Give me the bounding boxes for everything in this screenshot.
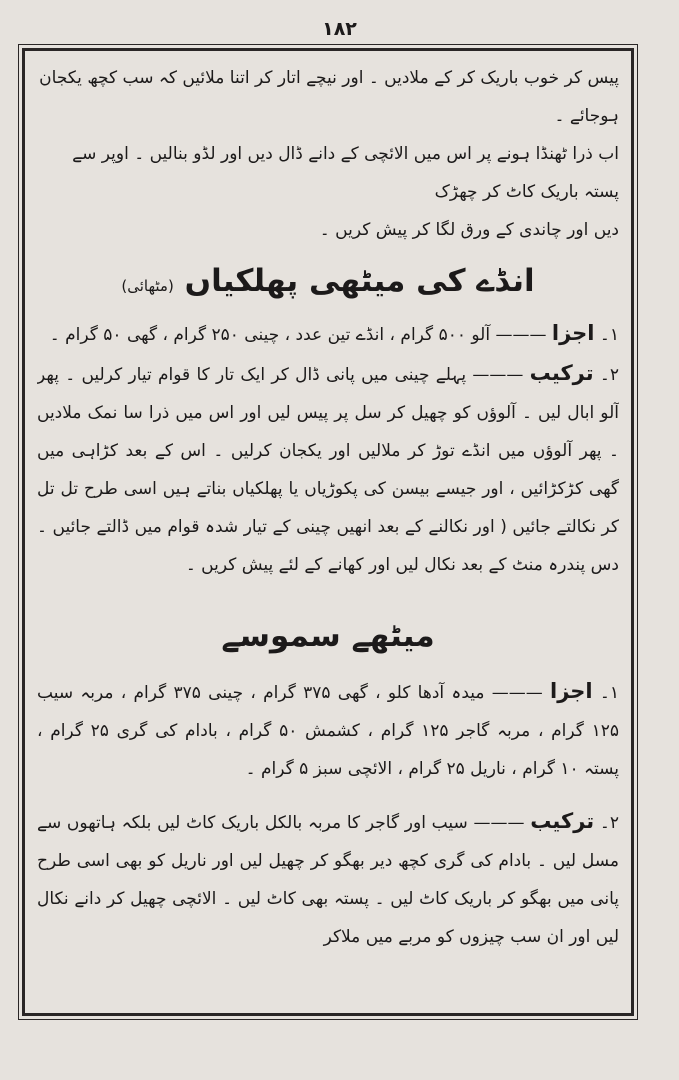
recipe-2-method-number: ۲۔ [599, 813, 619, 833]
recipe-1-heading [37, 253, 619, 314]
dash-separator: ——— [472, 365, 524, 385]
recipe-1-method-label: ترکیب [529, 361, 594, 385]
recipe-1-subtitle: (مٹھائی) [121, 277, 174, 295]
page-number: ۱۸۲ [322, 18, 357, 40]
recipe-2-method-label: ترکیب [530, 809, 595, 833]
recipe-2-ingredients [37, 672, 619, 788]
recipe-1-title: انڈے کی میٹھی پھلکیاں [184, 263, 535, 299]
recipe-2-heading [37, 608, 619, 664]
recipe-1-method-number: ۲۔ [599, 365, 619, 385]
recipe-2-title: میٹھے سموسے [221, 618, 435, 654]
recipe-1-ingredients [37, 314, 619, 354]
recipe-2-ingredients-text: میدہ آدھا کلو ، گھی ۳۷۵ گرام ، چینی ۳۷۵ گرام ، مربہ سیب ۱۲۵ گرام ، مربہ گاجر ۱۲۵ گرام ، کشمش ۵۰ گرام ، بادام کی گری ۲۵ گرام ، پستہ ۱۰ گرام ، ناریل ۲۵ گرام ، الائچی سبز ۵ گرام ۔ [37, 683, 619, 779]
intro-line-1: پیس کر خوب باریک کر کے ملادیں ۔ اور نیچے اتار کر اتنا ملائیں کہ سب کچھ یکجان ہوجائے ۔ [39, 68, 619, 126]
intro-line-2: اب ذرا ٹھنڈا ہونے پر اس میں الائچی کے دانے ڈال دیں اور لڈو بنالیں ۔ اوپر سے پستہ باریک کاٹ کر چھڑک [72, 144, 619, 202]
recipe-1-ingredients-text: آلو ۵۰۰ گرام ، انڈے تین عدد ، چینی ۲۵۰ گرام ، گھی ۵۰ گرام ۔ [49, 325, 491, 345]
recipe-2-ingredients-number: ۱۔ [599, 683, 619, 703]
dash-separator: ——— [495, 325, 547, 345]
dash-separator: ——— [491, 683, 543, 703]
recipe-1-ingredients-label: اجزا [551, 321, 595, 345]
intro-line-3: دیں اور چاندی کے ورق لگا کر پیش کریں ۔ [319, 220, 619, 240]
spacer [37, 788, 619, 802]
page-content [37, 59, 619, 1005]
dash-separator: ——— [473, 813, 525, 833]
recipe-1-method-text: پہلے چینی میں پانی ڈال کر ایک تار کا قوام تیار کرلیں ۔ پھر آلو ابال لیں ۔ آلوؤں کو چھیل کر سل پر پیس لیں اور اس میں ذرا سا نمک ملادیں ۔ پھر آلوؤں میں انڈے توڑ کر ملالیں اور یکجان کرلیں ۔ اس کے بعد کڑاہی میں گھی کڑکڑائیں ، اور جیسے بیسن کی پکوڑیاں یا پھلکیاں بناتے ہیں اسی طرح تل تل کر نکالتے جائیں ( اور نکالنے کے بعد انھیں چینی کے تیار شدہ قوام میں ڈالتے جائیں ۔ دس پندرہ منٹ کے بعد نکال لیں اور کھانے کے لئے پیش کریں ۔ [37, 365, 619, 575]
recipe-2-method-text: سیب اور گاجر کا مربہ بالکل باریک کاٹ لیں بلکہ ہاتھوں سے مسل لیں ۔ بادام کی گری کچھ دیر بھگو کر چھیل لیں اور ناریل کو بھی اسی طرح پانی میں بھگو کر باریک کاٹ لیں ۔ پستہ بھی کاٹ لیں ۔ الائچی چھیل کر دانے نکال لیں اور ان سب چیزوں کو مربے میں ملاکر [37, 813, 619, 947]
recipe-2-method [37, 802, 619, 956]
recipe-2-ingredients-label: اجزا [550, 679, 593, 703]
page-frame [22, 48, 634, 1016]
recipe-1-ingredients-number: ۱۔ [599, 325, 619, 345]
recipe-1-method [37, 354, 619, 584]
